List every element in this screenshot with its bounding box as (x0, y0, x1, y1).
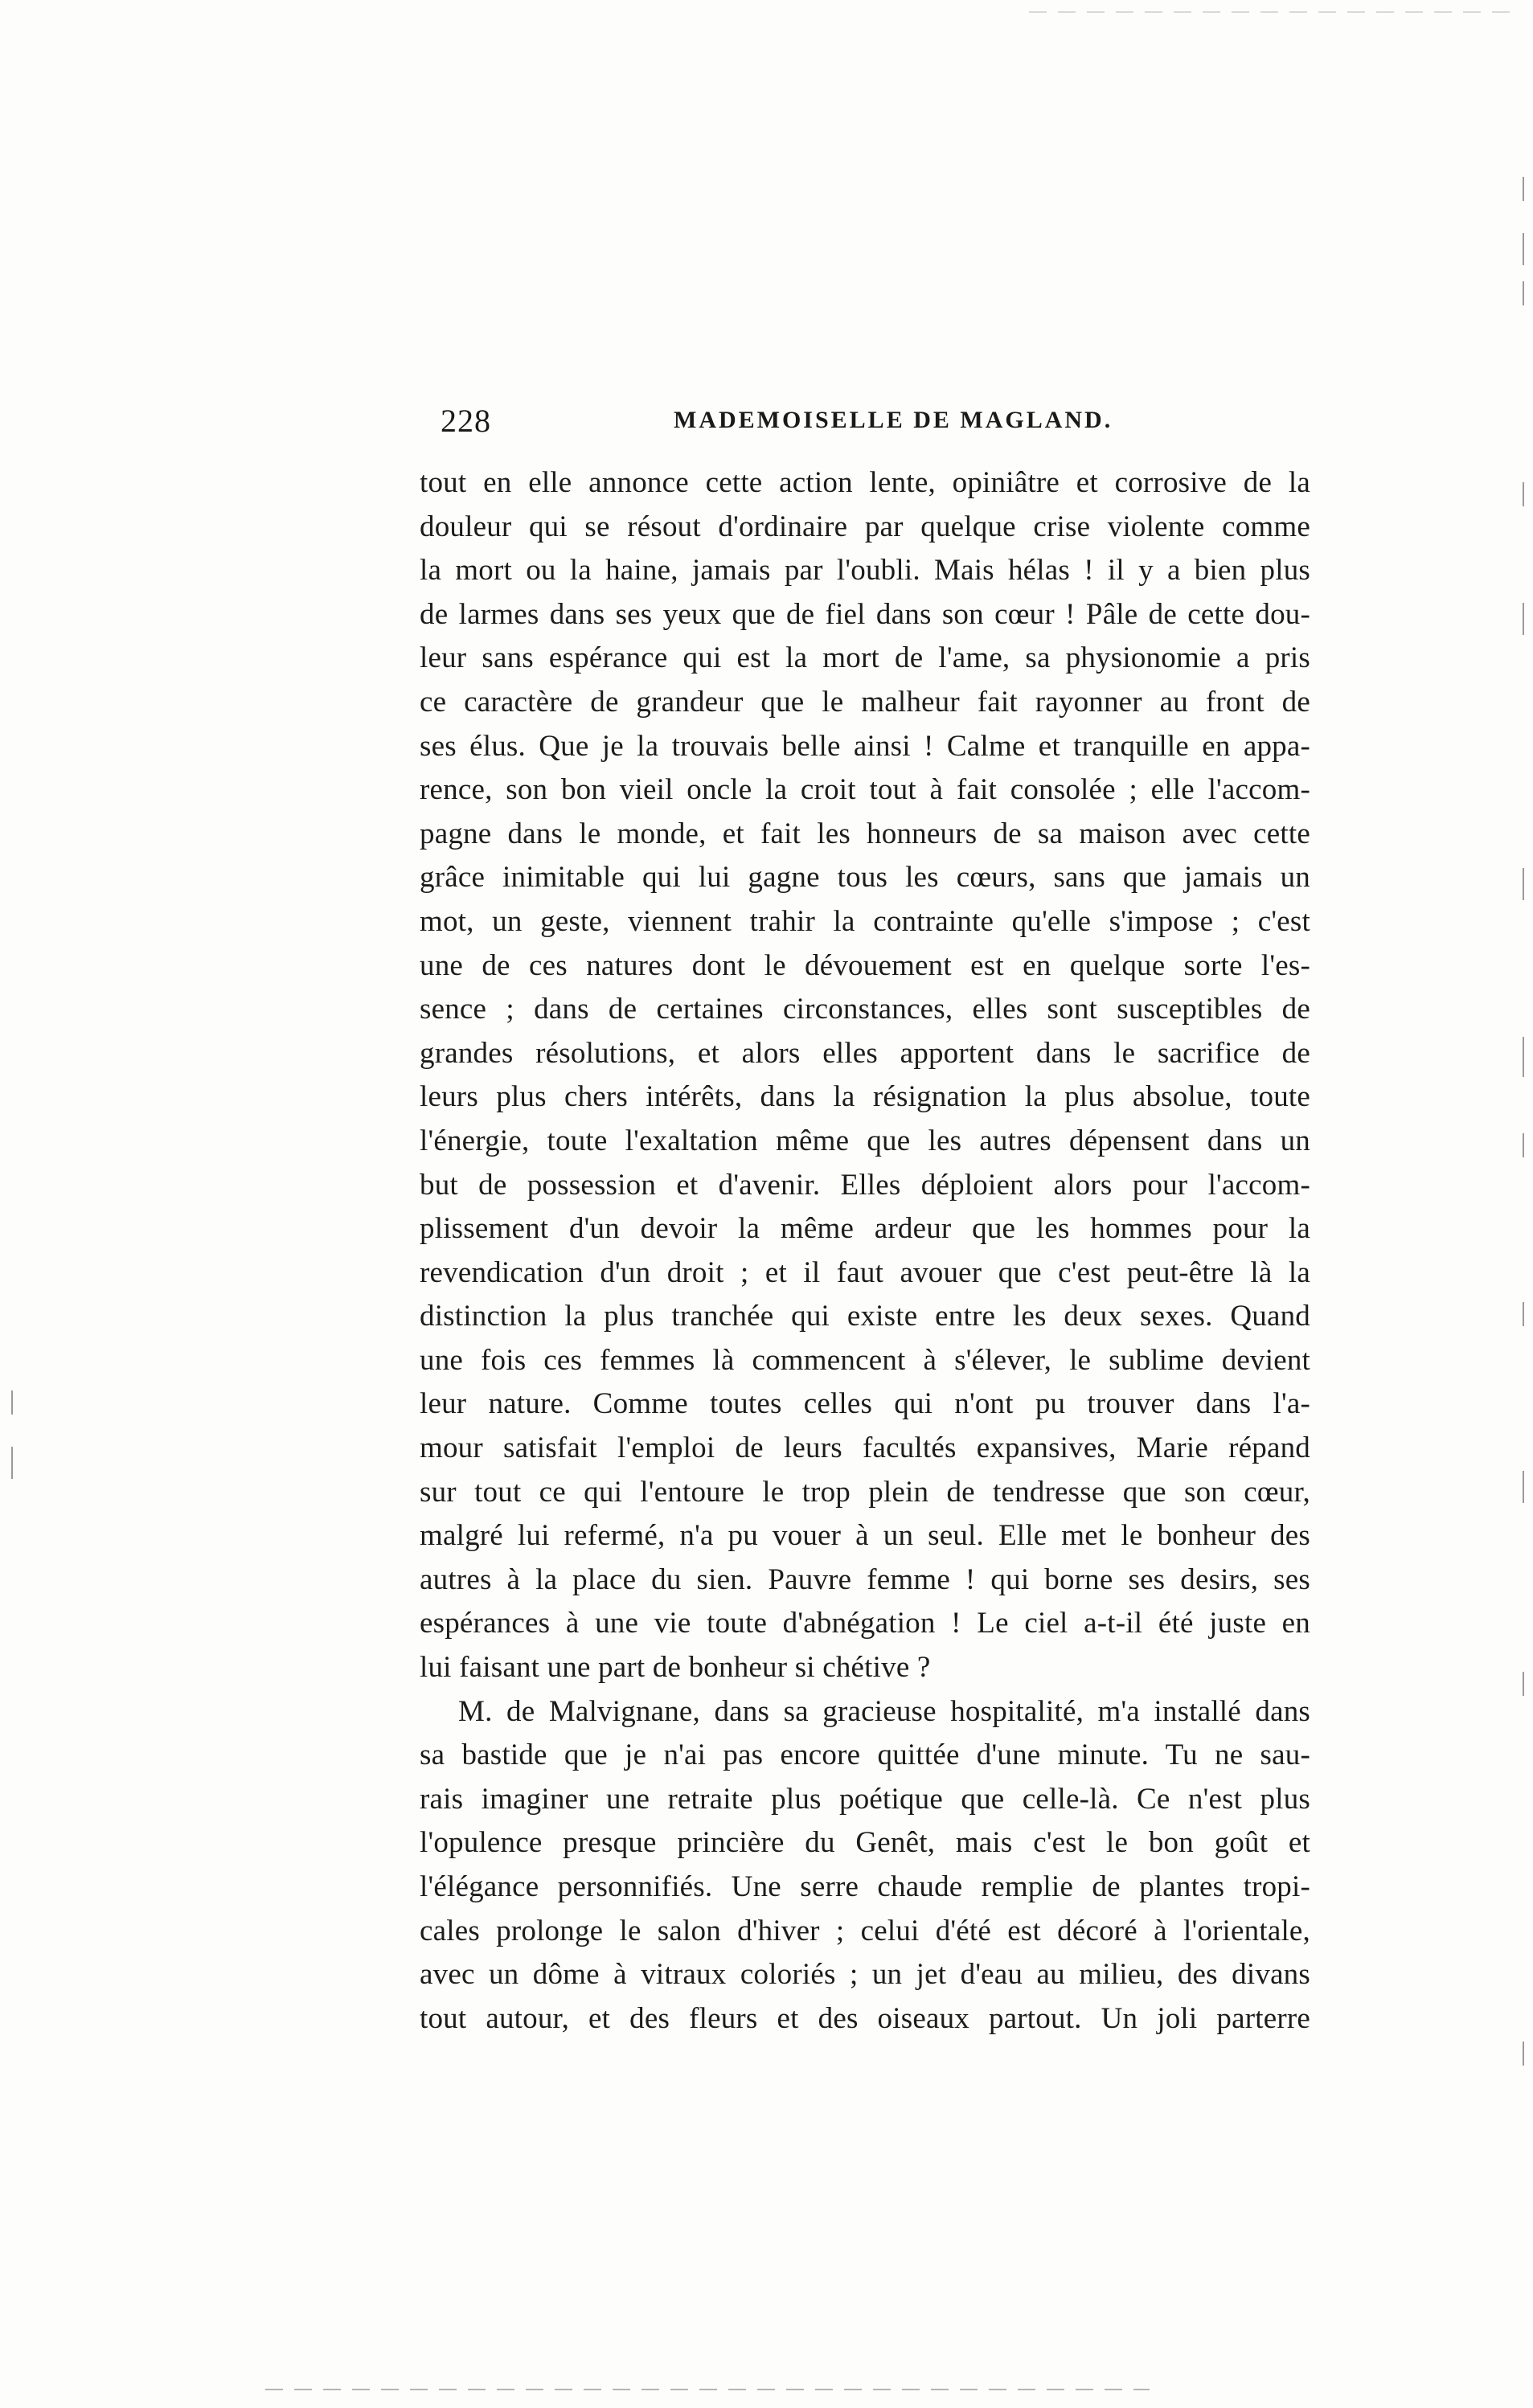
margin-mark (11, 1447, 13, 1479)
paragraph-2 (420, 1690, 1310, 2041)
text-line: ce caractère de grandeur que le malheur fait rayonner au front de (420, 685, 1310, 719)
text-line: malgré lui refermé, n'a pu vouer à un seul. Elle met le bonheur des (420, 1519, 1310, 1553)
margin-mark (1523, 1471, 1524, 1503)
text-line: leur nature. Comme toutes celles qui n'ont pu trouver dans l'a- (420, 1387, 1310, 1421)
text-line: l'opulence presque princière du Genêt, mais c'est le bon goût et (420, 1826, 1310, 1860)
text-line: ses élus. Que je la trouvais belle ainsi ! Calme et tranquille en appa- (420, 729, 1310, 763)
scan-artifact-bottom (265, 2389, 1150, 2390)
text-line: la mort ou la haine, jamais par l'oubli. Mais hélas ! il y a bien plus (420, 554, 1310, 588)
margin-mark (1523, 177, 1524, 201)
text-line: sa bastide que je n'ai pas encore quittée d'une minute. Tu ne sau- (420, 1738, 1310, 1772)
text-line: revendication d'un droit ; et il faut avouer que c'est peut-être là la (420, 1255, 1310, 1289)
text-line: de larmes dans ses yeux que de fiel dans son cœur ! Pâle de cette dou- (420, 597, 1310, 631)
page-number: 228 (441, 403, 491, 439)
text-line: cales prolonge le salon d'hiver ; celui d'été est décoré à l'orientale, (420, 1914, 1310, 1947)
text-line: pagne dans le monde, et fait les honneurs de sa maison avec cette (420, 817, 1310, 850)
text-line: grandes résolutions, et alors elles apportent dans le sacrifice de (420, 1036, 1310, 1070)
text-line: sur tout ce qui l'entoure le trop plein de tendresse que son cœur, (420, 1475, 1310, 1509)
text-line: l'énergie, toute l'exaltation même que les autres dépensent dans un (420, 1124, 1310, 1157)
scan-artifact-top (1029, 11, 1511, 13)
text-line: rence, son bon vieil oncle la croit tout à fait consolée ; elle l'accom- (420, 773, 1310, 807)
text-line: tout autour, et des fleurs et des oiseaux partout. Un joli parterre (420, 2001, 1310, 2035)
text-line: tout en elle annonce cette action lente, opiniâtre et corrosive de la (420, 466, 1310, 499)
margin-mark (1523, 1133, 1524, 1157)
text-line: grâce inimitable qui lui gagne tous les cœurs, sans que jamais un (420, 861, 1310, 895)
text-line: distinction la plus tranchée qui existe entre les deux sexes. Quand (420, 1300, 1310, 1333)
margin-mark (1523, 1672, 1524, 1696)
text-line: plissement d'un devoir la même ardeur que les hommes pour la (420, 1212, 1310, 1246)
text-line: leur sans espérance qui est la mort de l'ame, sa physionomie a pris (420, 641, 1310, 675)
margin-mark (1523, 2041, 1524, 2066)
paragraph-1 (420, 461, 1310, 1690)
margin-mark (1523, 603, 1524, 635)
text-line: leurs plus chers intérêts, dans la résignation la plus absolue, toute (420, 1080, 1310, 1114)
text-line: espérances à une vie toute d'abnégation ! Le ciel a-t-il été juste en (420, 1607, 1310, 1640)
margin-mark (1523, 482, 1524, 506)
page-header (441, 402, 1309, 450)
running-title: MADEMOISELLE DE MAGLAND. (674, 407, 1113, 433)
text-line: sence ; dans de certaines circonstances, elles sont susceptibles de (420, 993, 1310, 1026)
text-line: but de possession et d'avenir. Elles déploient alors pour l'accom- (420, 1168, 1310, 1202)
text-line: mour satisfait l'emploi de leurs facultés expansives, Marie répand (420, 1431, 1310, 1465)
text-line: avec un dôme à vitraux coloriés ; un jet d'eau au milieu, des divans (420, 1958, 1310, 1992)
margin-mark (11, 1390, 13, 1415)
body-text (420, 461, 1310, 2041)
text-line: lui faisant une part de bonheur si chétive ? (420, 1651, 931, 1685)
margin-mark (1523, 1037, 1524, 1077)
text-line: M. de Malvignane, dans sa gracieuse hospitalité, m'a installé dans (458, 1694, 1310, 1728)
margin-mark (1523, 281, 1524, 305)
margin-mark (1523, 1302, 1524, 1326)
text-line: autres à la place du sien. Pauvre femme ! qui borne ses desirs, ses (420, 1562, 1310, 1596)
margin-mark (1523, 233, 1524, 265)
text-line: rais imaginer une retraite plus poétique que celle-là. Ce n'est plus (420, 1782, 1310, 1816)
text-line: une de ces natures dont le dévouement est en quelque sorte l'es- (420, 948, 1310, 982)
text-line: une fois ces femmes là commencent à s'élever, le sublime devient (420, 1343, 1310, 1377)
text-line: douleur qui se résout d'ordinaire par quelque crise violente comme (420, 510, 1310, 543)
text-line: l'élégance personnifiés. Une serre chaude remplie de plantes tropi- (420, 1870, 1310, 1903)
margin-mark (1523, 868, 1524, 900)
text-line: mot, un geste, viennent trahir la contrainte qu'elle s'impose ; c'est (420, 904, 1310, 938)
